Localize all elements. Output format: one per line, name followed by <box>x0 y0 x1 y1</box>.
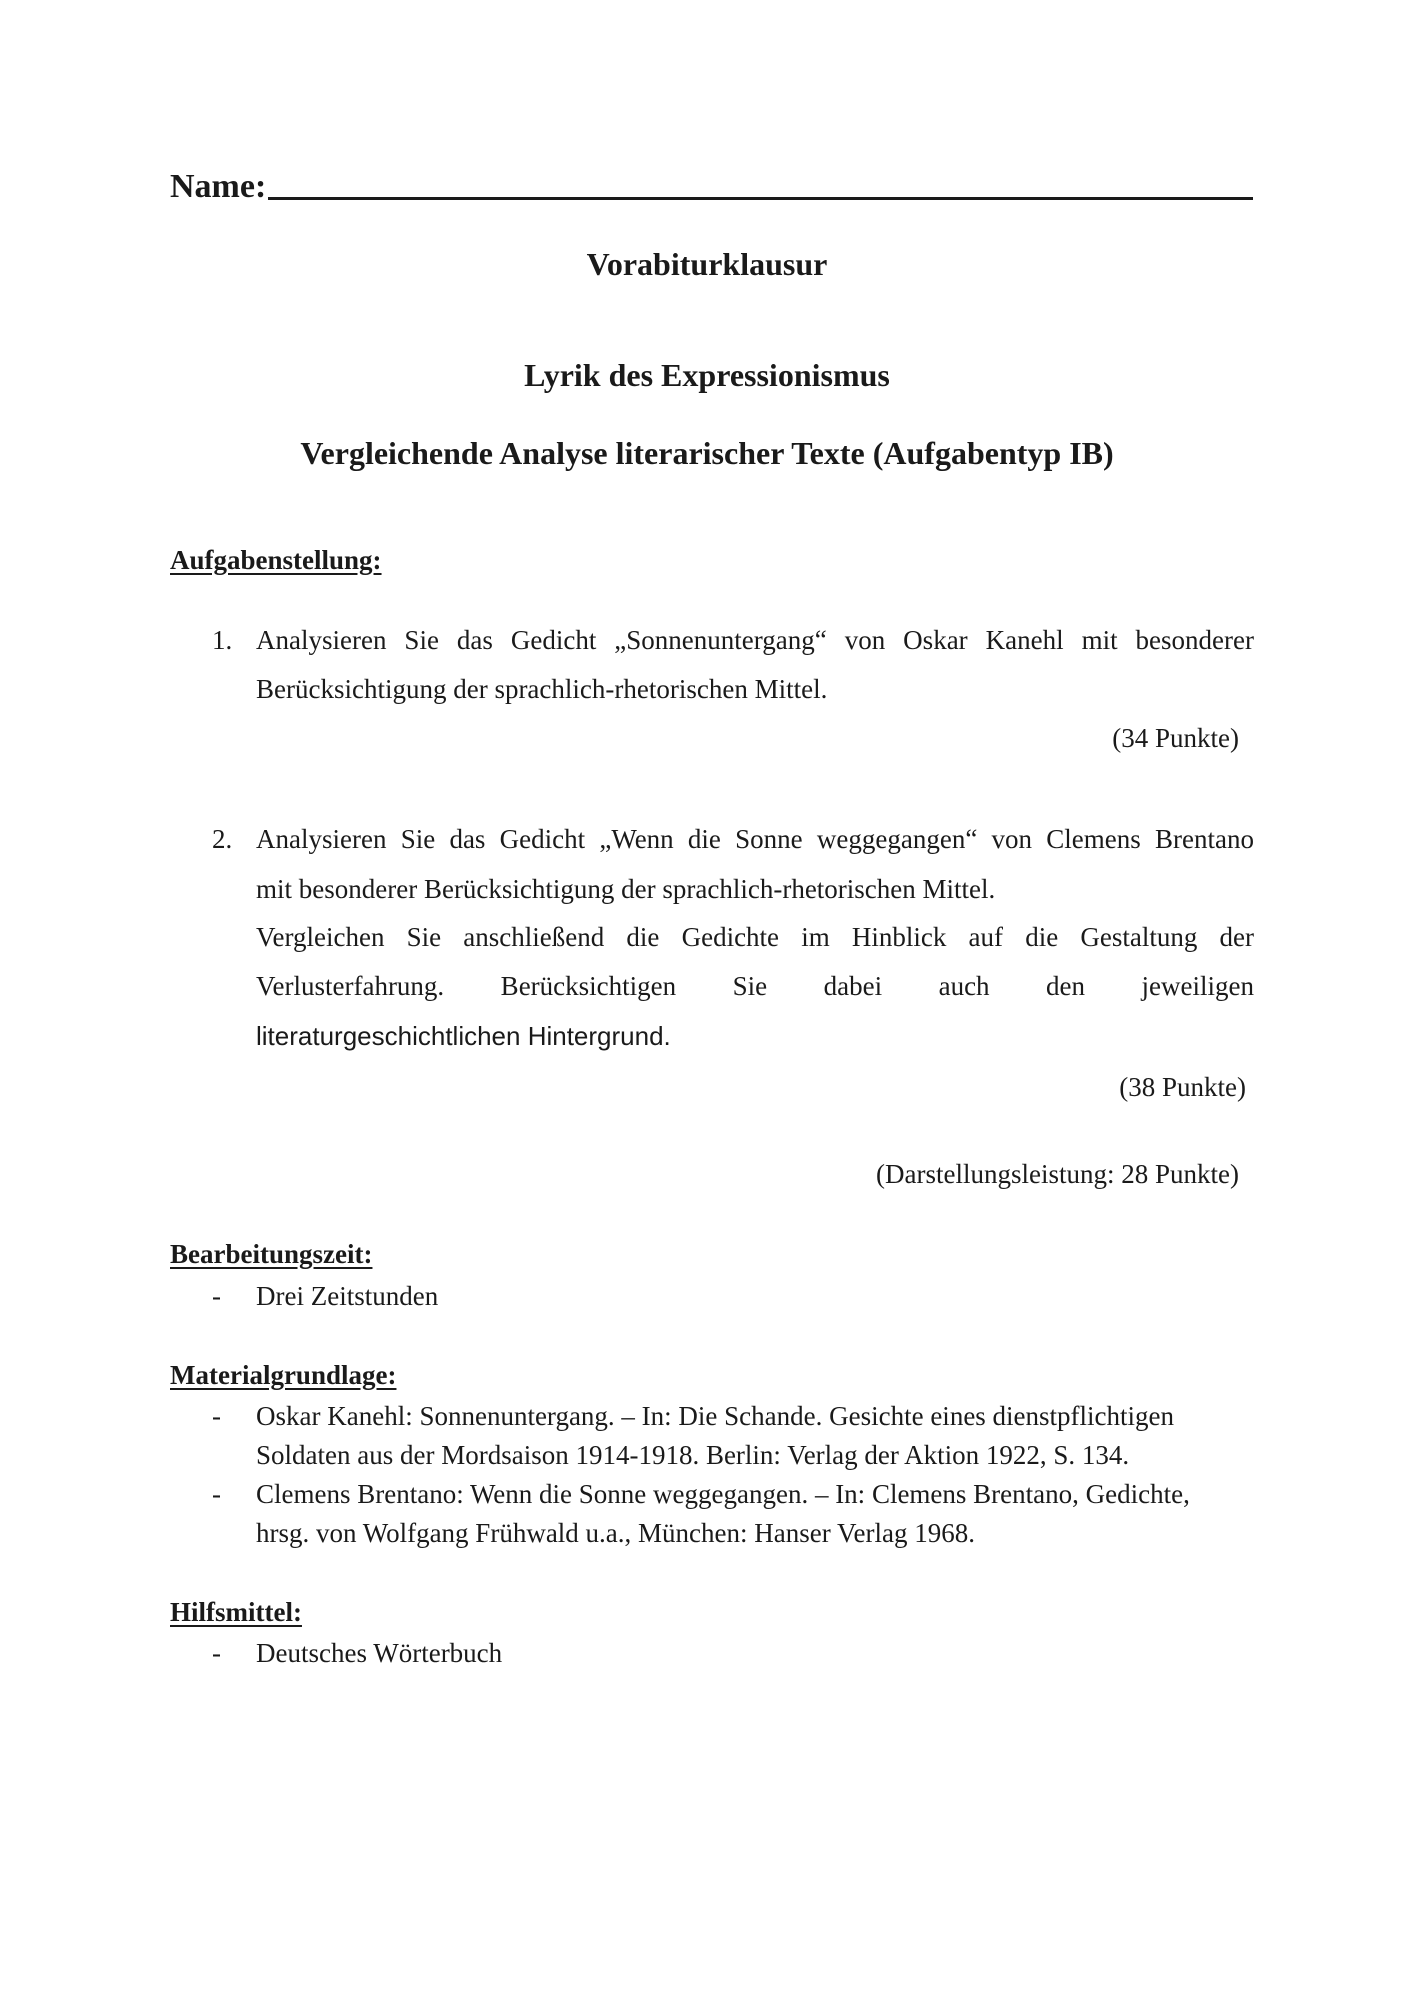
task1-points: (34 Punkte) <box>1112 723 1239 753</box>
bearbeitungszeit-heading: Bearbeitungszeit: <box>170 1239 373 1269</box>
list-bullet: - <box>212 1479 221 1509</box>
materialgrundlage-heading: Materialgrundlage: <box>170 1360 397 1390</box>
task1-line2: Berücksichtigung der sprachlich-rhetorischen Mittel. <box>256 674 828 704</box>
name-label: Name: <box>170 168 267 205</box>
tasks-heading: Aufgabenstellung: <box>170 545 382 575</box>
task2-line2: mit besonderer Berücksichtigung der sprachlich-rhetorischen Mittel. <box>256 874 996 904</box>
task2-line3: Vergleichen Sie anschließend die Gedichte im Hinblick auf die Gestaltung der <box>256 922 1254 952</box>
task2-number: 2. <box>212 824 233 854</box>
task1-line1: Analysieren Sie das Gedicht „Sonnenuntergang“ von Oskar Kanehl mit besonderer <box>256 625 1254 655</box>
exam-topic: Lyrik des Expressionismus <box>524 357 890 393</box>
presentation-points: (Darstellungsleistung: 28 Punkte) <box>876 1159 1239 1189</box>
material-item-2-line1: Clemens Brentano: Wenn die Sonne weggegangen. – In: Clemens Brentano, Gedichte, <box>256 1479 1190 1509</box>
list-bullet: - <box>212 1281 221 1311</box>
hilfsmittel-heading: Hilfsmittel: <box>170 1597 302 1627</box>
exam-title: Vorabiturklausur <box>586 246 828 282</box>
list-bullet: - <box>212 1401 221 1431</box>
name-underline <box>268 197 1253 200</box>
task2-line4: Verlusterfahrung. Berücksichtigen Sie dabei auch den jeweiligen <box>256 971 1254 1001</box>
task2-line1: Analysieren Sie das Gedicht „Wenn die Sonne weggegangen“ von Clemens Brentano <box>256 824 1254 854</box>
name-field-row <box>170 168 1253 206</box>
task2-line5: literaturgeschichtlichen Hintergrund. <box>256 1021 671 1051</box>
material-item-1-line1: Oskar Kanehl: Sonnenuntergang. – In: Die Schande. Gesichte eines dienstpflichtigen <box>256 1401 1175 1431</box>
hilfsmittel-item: Deutsches Wörterbuch <box>256 1638 503 1668</box>
task1-number: 1. <box>212 625 233 655</box>
exam-subtitle: Vergleichende Analyse literarischer Texte (Aufgabentyp IB) <box>300 435 1114 471</box>
bearbeitungszeit-item: Drei Zeitstunden <box>256 1281 439 1311</box>
material-item-1-line2: Soldaten aus der Mordsaison 1914-1918. Berlin: Verlag der Aktion 1922, S. 134. <box>256 1440 1130 1470</box>
task2-points: (38 Punkte) <box>1119 1072 1246 1102</box>
list-bullet: - <box>212 1638 221 1668</box>
material-item-2-line2: hrsg. von Wolfgang Frühwald u.a., München: Hanser Verlag 1968. <box>256 1518 975 1548</box>
